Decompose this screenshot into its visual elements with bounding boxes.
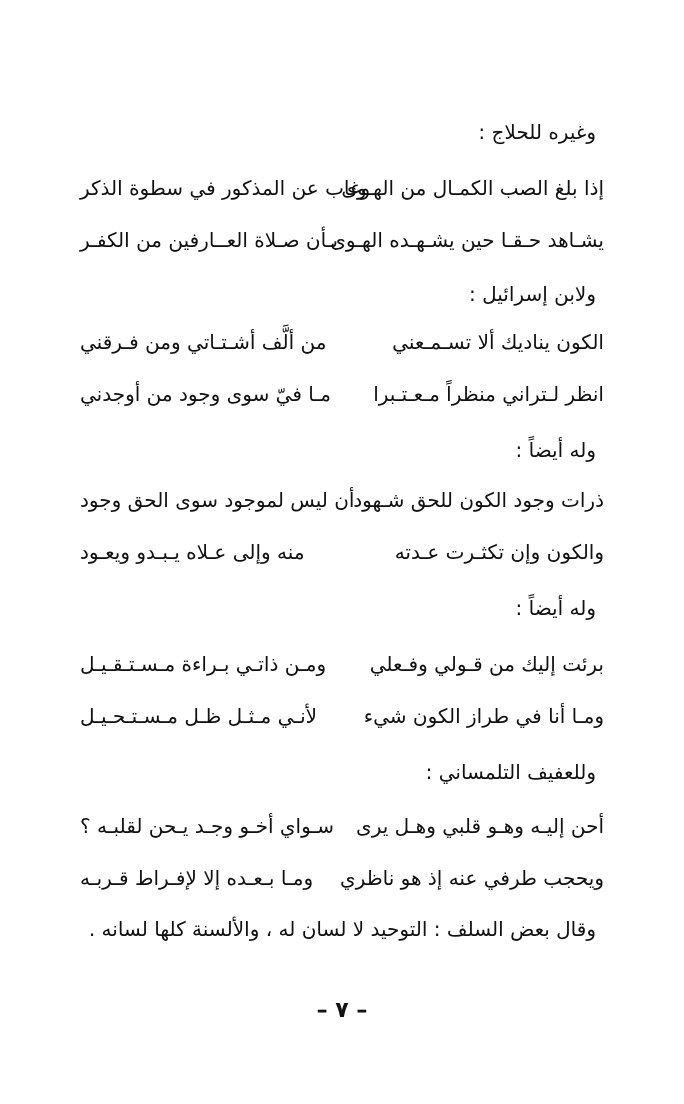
verse-5-first-hemistich: ذرات وجود الكون للحق شـهود (353, 488, 604, 512)
verse-7-second-hemistich: ومـن ذاتـي بـراءة مـسـتـقـيـل (80, 652, 327, 676)
verse-10 (80, 860, 604, 896)
verse-6-first-hemistich: والكون وإن تكثـرت عـدته (394, 540, 604, 564)
verse-8-first-hemistich: ومـا أنا في طراز الكون شيء (363, 704, 604, 728)
verse-10-first-hemistich: ويحجب طرفي عنه إذ هو ناظري (340, 866, 604, 890)
heading-hallaj: وغيره للحلاج : (478, 120, 596, 144)
verse-9-first-hemistich: أحن إليـه وهـو قلبي وهـل يرى (356, 814, 604, 838)
heading-ibn-israil: ولابن إسرائيل : (469, 282, 596, 306)
heading-afif-tilimsani: وللعفيف التلمساني : (425, 760, 596, 784)
page-number: – ٧ – (316, 998, 368, 1023)
verse-1-second-hemistich: وغاب عن المذكور في سطوة الذكر (80, 176, 371, 200)
verse-4-first-hemistich: انظر لـتراني منظراً مـعـتـبرا (373, 382, 604, 406)
verse-9-second-hemistich: سـواي أخـو وجـد يـحن لقلبـه ؟ (80, 814, 335, 838)
verse-6-second-hemistich: منه وإلى عـلاه يـبـدو ويعـود (80, 540, 305, 564)
verse-2-second-hemistich: بـأن صـلاة العــارفين من الكفـر (80, 228, 339, 252)
closing-prose: وقال بعض السلف : التوحيد لا لسان له ، والألسنة كلها لسانه . (88, 917, 596, 941)
verse-8 (80, 698, 604, 734)
verse-7-first-hemistich: برئت إليك من قـولي وفـعلي (369, 652, 604, 676)
verse-4-second-hemistich: مـا فيّ سوى وجود من أوجدني (80, 382, 331, 406)
verse-3-second-hemistich: من ألَّف أشـتـاتي ومن فـرقني (80, 330, 327, 354)
verse-7 (80, 646, 604, 682)
verse-8-second-hemistich: لأنـي مـثـل ظـل مـسـتـحـيـل (80, 704, 318, 728)
verse-4 (80, 376, 604, 412)
verse-2-first-hemistich: يشـاهد حـقـا حين يشـهـده الهـوى (330, 228, 604, 252)
verse-1-first-hemistich: إذا بلغ الصب الكمـال من الهـوى (341, 176, 604, 200)
verse-3 (80, 324, 604, 360)
verse-6 (80, 534, 604, 570)
verse-5-second-hemistich: أن ليس لموجود سوى الحق وجود (80, 488, 355, 512)
verse-10-second-hemistich: ومـا بـعـده إلا لإفـراط قـربـه (80, 866, 314, 890)
verse-1 (80, 170, 604, 206)
heading-also-2: وله أيضاً : (515, 596, 596, 620)
verse-5 (80, 482, 604, 518)
verse-3-first-hemistich: الكون يناديك ألا تسـمـعني (392, 330, 604, 354)
heading-also-1: وله أيضاً : (515, 438, 596, 462)
verse-9 (80, 808, 604, 844)
verse-2 (80, 222, 604, 258)
